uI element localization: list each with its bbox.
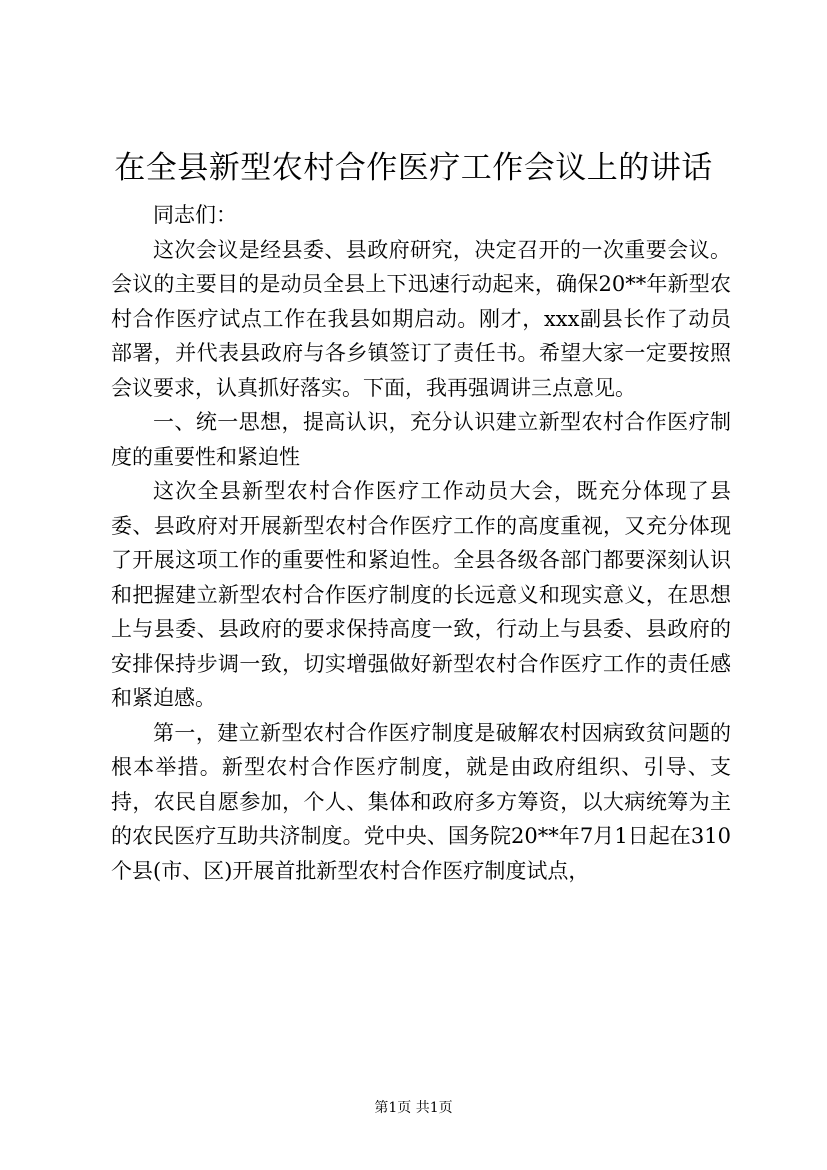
greeting: 同志们： — [153, 203, 237, 227]
document-body — [111, 198, 731, 888]
page-number-footer: 第1页 共1页 — [374, 1100, 453, 1116]
paragraph-1: 这次会议是经县委、县政府研究，决定召开的一次重要会议。会议的主要目的是动员全县上下迅速行动起来，确保20**年新型农村合作医疗试点工作在我县如期启动。刚才，xxx副县长作了动员部署，并代表县政府与各乡镇签订了责任书。希望大家一定要按照会议要求，认真抓好落实。下面，我再强调讲三点意见。 — [111, 237, 731, 400]
section-heading-1: 一、统一思想，提高认识，充分认识建立新型农村合作医疗制度的重要性和紧迫性 — [111, 410, 731, 469]
paragraph-3: 第一，建立新型农村合作医疗制度是破解农村因病致贫问题的根本举措。新型农村合作医疗制度，就是由政府组织、引导、支持，农民自愿参加，个人、集体和政府多方筹资，以大病统筹为主的农民医疗互助共济制度。党中央、国务院20**年7月1日起在310个县(市、区)开展首批新型农村合作医疗制度试点， — [111, 720, 731, 883]
paragraph-2: 这次全县新型农村合作医疗工作动员大会，既充分体现了县委、县政府对开展新型农村合作医疗工作的高度重视，又充分体现了开展这项工作的重要性和紧迫性。全县各级各部门都要深刻认识和把握建立新型农村合作医疗制度的长远意义和现实意义，在思想上与县委、县政府的要求保持高度一致，行动上与县委、县政府的安排保持步调一致，切实增强做好新型农村合作医疗工作的责任感和紧迫感。 — [111, 479, 731, 710]
document-title: 在全县新型农村合作医疗工作会议上的讲话 — [114, 150, 713, 186]
